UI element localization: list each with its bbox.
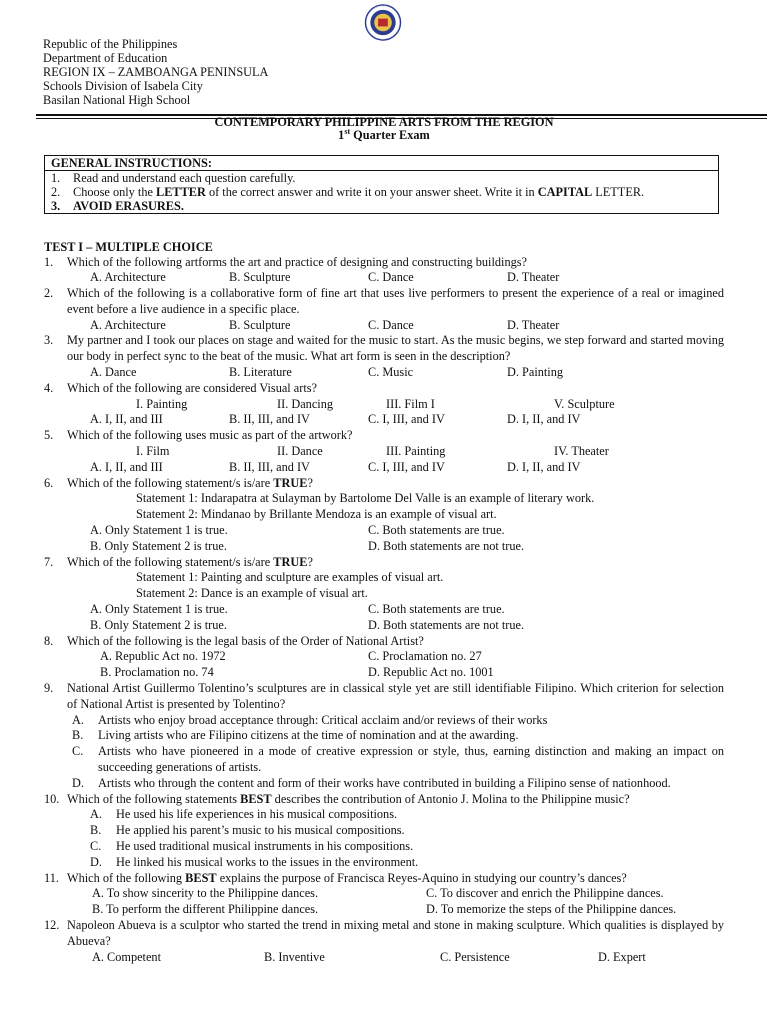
question: 12. Napoleon Abueva is a sculptor who started the trend in mixing metal and stone in making sculpture. Which qualities is displayed by Abueva? [44, 917, 724, 948]
choice: B. To perform the different Philippine dances. [92, 902, 319, 917]
general-instructions-box [44, 155, 719, 214]
choice: B. Living artists who are Filipino citizens at the time of nomination and at the awarding. [72, 728, 519, 743]
choice: B. Only Statement 2 is true. [90, 538, 227, 553]
school-header [43, 37, 268, 107]
section-heading: TEST I – MULTIPLE CHOICE [44, 240, 213, 254]
roman-item: V. Sculpture [554, 396, 615, 411]
question: 9. National Artist Guillermo Tolentino’s sculptures are in classical style yet are still identifiable Filipino. Which criterion for selection of National Artist is presented by Tolentino? [44, 681, 724, 711]
header-line: Schools Division of Isabela City [43, 79, 203, 93]
choice: D. I, II, and IV [507, 412, 581, 427]
choice: B. Inventive [264, 949, 325, 964]
question: 3. My partner and I took our places on stage and waited for the music to start. As the music begins, we step forward and started moving our body in perfect sync to the beat of the music. What art form is seen in the description? [44, 333, 724, 364]
instructions-heading: GENERAL INSTRUCTIONS: [45, 156, 718, 171]
header-line: Department of Education [43, 51, 168, 65]
choices [44, 365, 724, 381]
exam-title: CONTEMPORARY PHILIPPINE ARTS FROM THE REGION [214, 115, 554, 129]
choices [44, 523, 724, 539]
choices [44, 318, 724, 334]
choices [44, 602, 724, 618]
choice: C. Dance [368, 270, 414, 285]
choice: D. He linked his musical works to the issues in the environment. [90, 854, 419, 869]
choice: A. I, II, and III [90, 412, 163, 427]
roman-item: II. Dancing [277, 396, 333, 411]
choice: C. To discover and enrich the Philippine dances. [426, 886, 664, 901]
choice: D. I, II, and IV [507, 459, 581, 474]
instruction-item: 3. AVOID ERASURES. [51, 199, 184, 213]
choice: B. He applied his parent’s music to his musical compositions. [90, 823, 405, 838]
test-body [44, 240, 724, 965]
choice: D. Theater [507, 317, 560, 332]
choice: D. Expert [598, 949, 646, 964]
choice: A. Artists who enjoy broad acceptance through: Critical acclaim and/or reviews of their works [72, 712, 548, 727]
choice: A. He used his life experiences in his musical compositions. [90, 807, 398, 822]
choice: C. Both statements are true. [368, 523, 505, 538]
statement: Statement 2: Dance is an example of visual art. [136, 586, 368, 601]
choices [44, 539, 724, 555]
roman-item: III. Painting [386, 444, 446, 459]
roman-item: II. Dance [277, 444, 323, 459]
choice: B. Only Statement 2 is true. [90, 617, 227, 632]
choice: A. Only Statement 1 is true. [90, 523, 228, 538]
question: 10. Which of the following statements BEST describes the contribution of Antonio J. Molina to the Philippine music? [44, 791, 630, 806]
choice: C. Dance [368, 317, 414, 332]
choice: C. I, III, and IV [368, 459, 445, 474]
choices [44, 460, 724, 476]
header-line: Republic of the Philippines [43, 37, 178, 51]
choice: C. Proclamation no. 27 [368, 649, 482, 664]
choice: C. Persistence [440, 949, 510, 964]
choice: A. Republic Act no. 1972 [100, 649, 226, 664]
choice: A. To show sincerity to the Philippine dances. [92, 886, 319, 901]
choices [44, 412, 724, 428]
choice: C. Music [368, 365, 414, 380]
choice: B. Proclamation no. 74 [100, 665, 214, 680]
choices [44, 618, 724, 634]
choice: D. Artists who through the content and form of their works have contributed in building a Filipino sense of nationhood. [72, 775, 671, 790]
question: 2. Which of the following is a collaborative form of fine art that uses live performers to present the experience of a real or imagined event before a live audience in a specific place. [44, 286, 724, 316]
choice: C. He used traditional musical instruments in his compositions. [90, 838, 414, 853]
question: 4. Which of the following are considered Visual arts? [44, 380, 318, 395]
choices [44, 665, 724, 681]
choice: A. I, II, and III [90, 459, 163, 474]
choice: C. I, III, and IV [368, 412, 445, 427]
question: 8. Which of the following is the legal basis of the Order of National Artist? [44, 633, 424, 648]
choices [44, 950, 724, 966]
header-line: Basilan National High School [43, 93, 191, 107]
choices [44, 270, 724, 286]
choice: A. Architecture [90, 270, 166, 285]
choice: D. Painting [507, 365, 564, 380]
roman-item: III. Film I [386, 396, 435, 411]
choice: D. Theater [507, 270, 560, 285]
choice: B. Sculpture [229, 317, 291, 332]
question: 5. Which of the following uses music as part of the artwork? [44, 428, 353, 443]
choice: C. Both statements are true. [368, 602, 505, 617]
roman-item: I. Painting [136, 396, 188, 411]
choice: A. Competent [92, 949, 161, 964]
statement: Statement 1: Indarapatra at Sulayman by Bartolome Del Valle is an example of literary work. [136, 491, 595, 506]
choice: B. II, III, and IV [229, 412, 310, 427]
choice: D. To memorize the steps of the Philippine dances. [426, 902, 677, 917]
choice: A. Architecture [90, 317, 166, 332]
statement: Statement 2: Mindanao by Brillante Mendoza is an example of visual art. [136, 507, 497, 522]
roman-items [44, 444, 724, 460]
choice: D. Both statements are not true. [368, 617, 525, 632]
question: 1. Which of the following artforms the art and practice of designing and constructing buildings? [44, 254, 527, 269]
choice: D. Republic Act no. 1001 [368, 665, 494, 680]
deped-seal-logo [357, 3, 409, 42]
roman-item: I. Film [136, 444, 170, 459]
choice: A. Dance [90, 365, 137, 380]
choices [44, 649, 724, 665]
instruction-item: 2. Choose only the LETTER of the correct answer and write it on your answer sheet. Write it in CAPITAL LETTER. [51, 185, 645, 199]
instruction-item: 1. Read and understand each question carefully. [51, 171, 296, 185]
choices [44, 807, 724, 870]
header-line: REGION IX – ZAMBOANGA PENINSULA [43, 65, 269, 79]
choice: B. Sculpture [229, 270, 291, 285]
choice: C. Artists who have pioneered in a mode of creative expression or style, thus, earning distinction and making an impact on succeeding generations of artists. [72, 744, 724, 774]
question: 11. Which of the following BEST explains the purpose of Francisca Reyes-Aquino in studying our country’s dances? [44, 870, 627, 885]
roman-item: IV. Theater [554, 444, 609, 459]
question: 7. Which of the following statement/s is/are TRUE? [44, 554, 313, 569]
choice: A. Only Statement 1 is true. [90, 602, 228, 617]
roman-items [44, 397, 724, 413]
choice: D. Both statements are not true. [368, 538, 525, 553]
choices [44, 886, 724, 902]
choice: B. II, III, and IV [229, 459, 310, 474]
choice: B. Literature [229, 365, 292, 380]
exam-subtitle: 1st Quarter Exam [338, 126, 430, 142]
choices [44, 902, 724, 918]
choices [44, 713, 724, 792]
question: 6. Which of the following statement/s is/are TRUE? [44, 475, 313, 490]
statement: Statement 1: Painting and sculpture are examples of visual art. [136, 570, 444, 585]
